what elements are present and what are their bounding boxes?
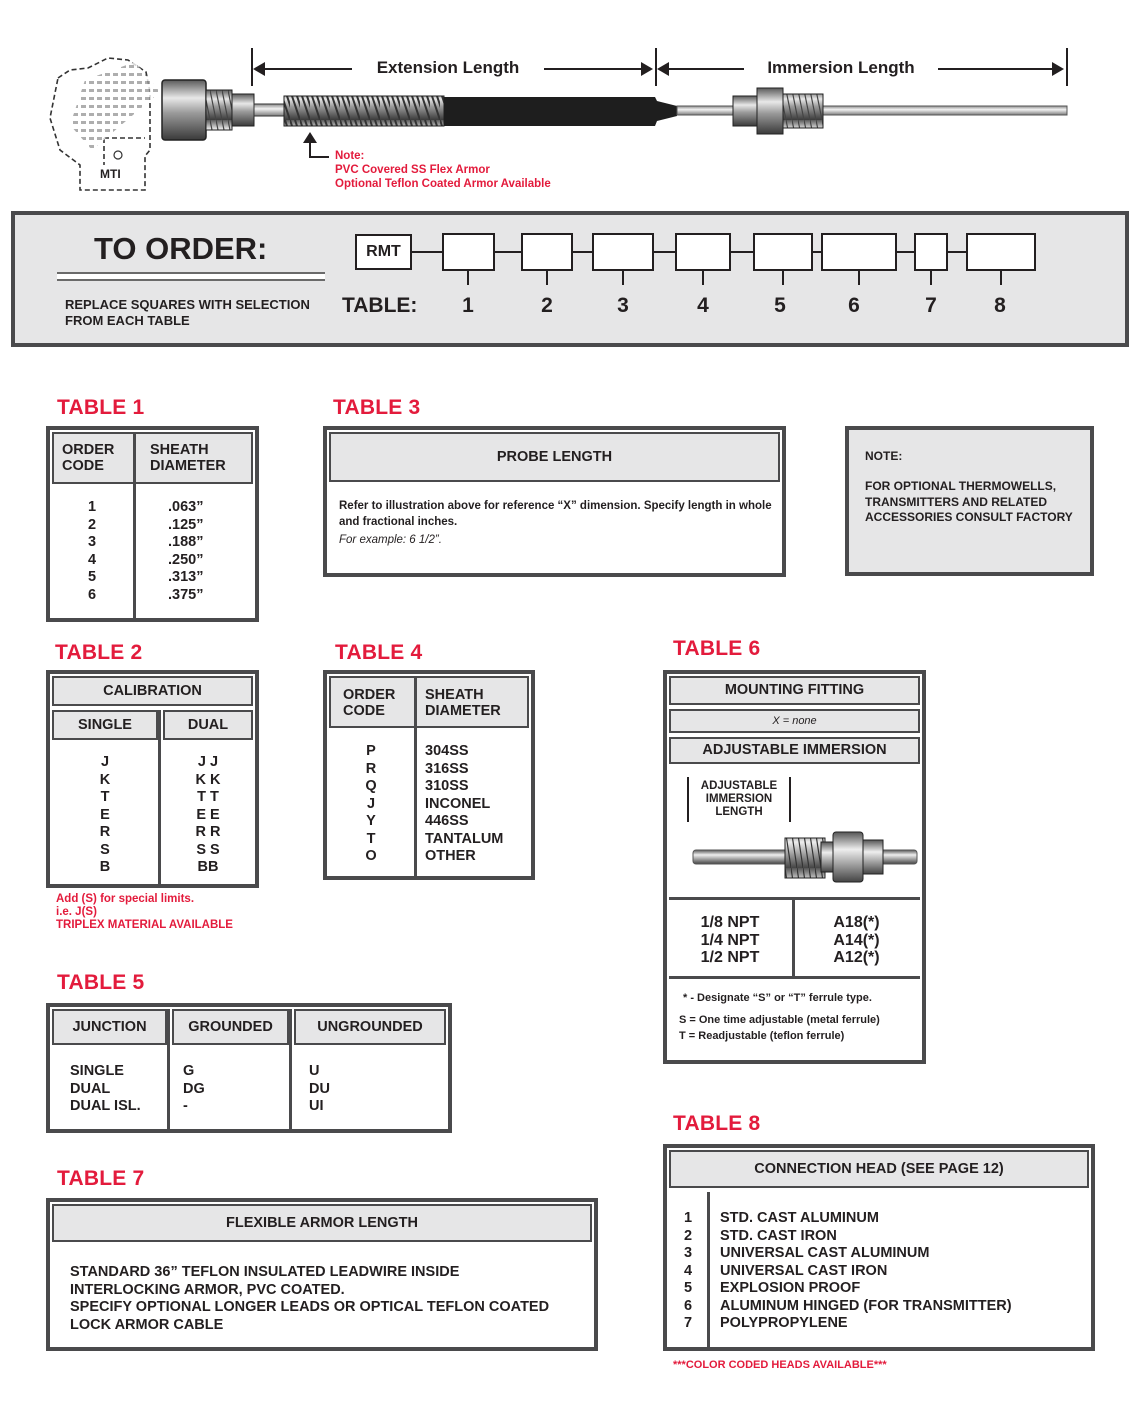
table5 bbox=[46, 1003, 452, 1133]
table4-title: TABLE 4 bbox=[335, 641, 423, 664]
table5-header-ungrounded: UNGROUNDED bbox=[294, 1009, 446, 1045]
table6 bbox=[663, 670, 926, 1064]
table5-header-grounded: GROUNDED bbox=[172, 1009, 289, 1045]
order-slot-6[interactable] bbox=[821, 233, 897, 271]
table4-values: 304SS 316SS 310SS INCONEL 446SS TANTALUM OTHER bbox=[425, 743, 504, 864]
table8-title: TABLE 8 bbox=[673, 1112, 761, 1135]
table8 bbox=[663, 1144, 1095, 1351]
order-box bbox=[11, 211, 1129, 347]
adjustable-immersion-label: ADJUSTABLE IMMERSION LENGTH bbox=[700, 780, 778, 818]
order-table-number: 7 bbox=[925, 294, 937, 317]
table4-header-code: ORDER CODE bbox=[343, 687, 396, 719]
order-table-number: 6 bbox=[848, 294, 860, 317]
table3-header: PROBE LENGTH bbox=[329, 432, 780, 482]
table2-notes: Add (S) for special limits. i.e. J(S) TRIPLEX MATERIAL AVAILABLE bbox=[56, 893, 233, 931]
table5-junction-list: SINGLE DUAL DUAL ISL. bbox=[70, 1063, 141, 1114]
table2-dual-list: J J K K T T E E R R S S BB bbox=[195, 754, 221, 875]
note-label: Note: bbox=[335, 150, 365, 162]
table3-title: TABLE 3 bbox=[333, 396, 421, 419]
table8-codes: 1 2 3 4 5 6 7 bbox=[683, 1210, 693, 1331]
order-prefix-box: RMT bbox=[355, 234, 412, 270]
table8-values: STD. CAST ALUMINUM STD. CAST IRON UNIVERSAL CAST ALUMINUM UNIVERSAL CAST IRON EXPLOSION PROOF ALUMINUM HINGED (FOR TRANSMITTER) POLYPROPYLENE bbox=[720, 1210, 1012, 1331]
table4-codes: P R Q J Y T O bbox=[365, 743, 377, 864]
table4-header-diameter: SHEATH DIAMETER bbox=[425, 687, 501, 719]
table1-header-diameter: SHEATH DIAMETER bbox=[150, 442, 226, 474]
table1-values: .063” .125” .188” .250” .313” .375” bbox=[168, 499, 204, 603]
order-divider bbox=[57, 272, 325, 281]
table7-title: TABLE 7 bbox=[57, 1167, 145, 1190]
table6-sizes: 1/8 NPT 1/4 NPT 1/2 NPT bbox=[700, 914, 760, 966]
table1-header-code: ORDER CODE bbox=[62, 442, 115, 474]
note-box-title: NOTE: bbox=[865, 449, 903, 463]
table2-col-single: SINGLE bbox=[52, 710, 158, 740]
table6-codes: A18(*) A14(*) A12(*) bbox=[833, 914, 880, 966]
order-slot-7[interactable] bbox=[914, 233, 948, 271]
note-line: PVC Covered SS Flex Armor bbox=[335, 164, 490, 176]
order-table-label: TABLE: bbox=[342, 294, 418, 317]
table6-none-note: X = none bbox=[669, 709, 920, 733]
order-slot-4[interactable] bbox=[675, 233, 731, 271]
table8-footer: ***COLOR CODED HEADS AVAILABLE*** bbox=[673, 1359, 887, 1371]
order-slot-1[interactable] bbox=[442, 233, 495, 271]
note-box bbox=[845, 426, 1094, 576]
order-slot-2[interactable] bbox=[521, 233, 573, 271]
armor-note bbox=[335, 149, 551, 191]
order-table-number: 5 bbox=[774, 294, 786, 317]
head-brand-label: MTI bbox=[100, 167, 121, 181]
table2-single-list: J K T E R S B bbox=[99, 754, 111, 875]
order-table-number: 4 bbox=[697, 294, 709, 317]
table5-grounded-list: G DG - bbox=[183, 1063, 205, 1114]
table6-title: TABLE 6 bbox=[673, 637, 761, 660]
order-table-number: 8 bbox=[994, 294, 1006, 317]
note-box-text: FOR OPTIONAL THERMOWELLS, TRANSMITTERS AND RELATED ACCESSORIES CONSULT FACTORY bbox=[865, 479, 1073, 524]
table5-ungrounded-list: U DU UI bbox=[309, 1063, 330, 1114]
order-table-number: 3 bbox=[617, 294, 629, 317]
order-table-number: 1 bbox=[462, 294, 474, 317]
adjustable-fitting-illustration bbox=[689, 828, 919, 888]
table3 bbox=[323, 426, 786, 577]
table7-header: FLEXIBLE ARMOR LENGTH bbox=[52, 1204, 592, 1242]
table5-header-junction: JUNCTION bbox=[52, 1009, 167, 1045]
order-title: TO ORDER: bbox=[94, 231, 268, 266]
table6-sub-header: ADJUSTABLE IMMERSION bbox=[669, 737, 920, 764]
probe-diagram bbox=[0, 0, 1140, 200]
table5-title: TABLE 5 bbox=[57, 971, 145, 994]
order-slot-5[interactable] bbox=[753, 233, 813, 271]
note-line: Optional Teflon Coated Armor Available bbox=[335, 178, 551, 190]
table3-text: Refer to illustration above for reference “X” dimension. Specify length in whole and fractional inches. bbox=[339, 500, 772, 528]
order-subtitle: REPLACE SQUARES WITH SELECTION FROM EACH TABLE bbox=[65, 297, 310, 328]
table1-codes: 1 2 3 4 5 6 bbox=[87, 499, 97, 603]
table2 bbox=[46, 670, 259, 888]
table6-footnotes: * - Designate “S” or “T” ferrule type. S = One time adjustable (metal ferrule) T = Readjustable (teflon ferrule) bbox=[679, 992, 880, 1042]
table1 bbox=[46, 426, 259, 622]
table6-header: MOUNTING FITTING bbox=[669, 676, 920, 705]
table7 bbox=[46, 1198, 598, 1351]
extension-length-label: Extension Length bbox=[376, 58, 520, 77]
order-table-number: 2 bbox=[541, 294, 553, 317]
table4 bbox=[323, 670, 535, 880]
table2-header: CALIBRATION bbox=[52, 676, 253, 706]
table2-col-dual: DUAL bbox=[163, 710, 253, 740]
table3-example: For example: 6 1/2”. bbox=[339, 534, 442, 546]
table7-text: STANDARD 36” TEFLON INSULATED LEADWIRE INSIDE INTERLOCKING ARMOR, PVC COATED. SPECIFY OPTIONAL LONGER LEADS OR OPTICAL TEFLON COATED LOCK ARMOR CABLE bbox=[70, 1264, 550, 1333]
order-slot-3[interactable] bbox=[592, 233, 654, 271]
table1-title: TABLE 1 bbox=[57, 396, 145, 419]
immersion-length-label: Immersion Length bbox=[767, 58, 915, 77]
probe-illustration bbox=[0, 0, 1140, 200]
order-slot-8[interactable] bbox=[966, 233, 1036, 271]
table8-header: CONNECTION HEAD (SEE PAGE 12) bbox=[669, 1150, 1089, 1188]
table2-title: TABLE 2 bbox=[55, 641, 143, 664]
